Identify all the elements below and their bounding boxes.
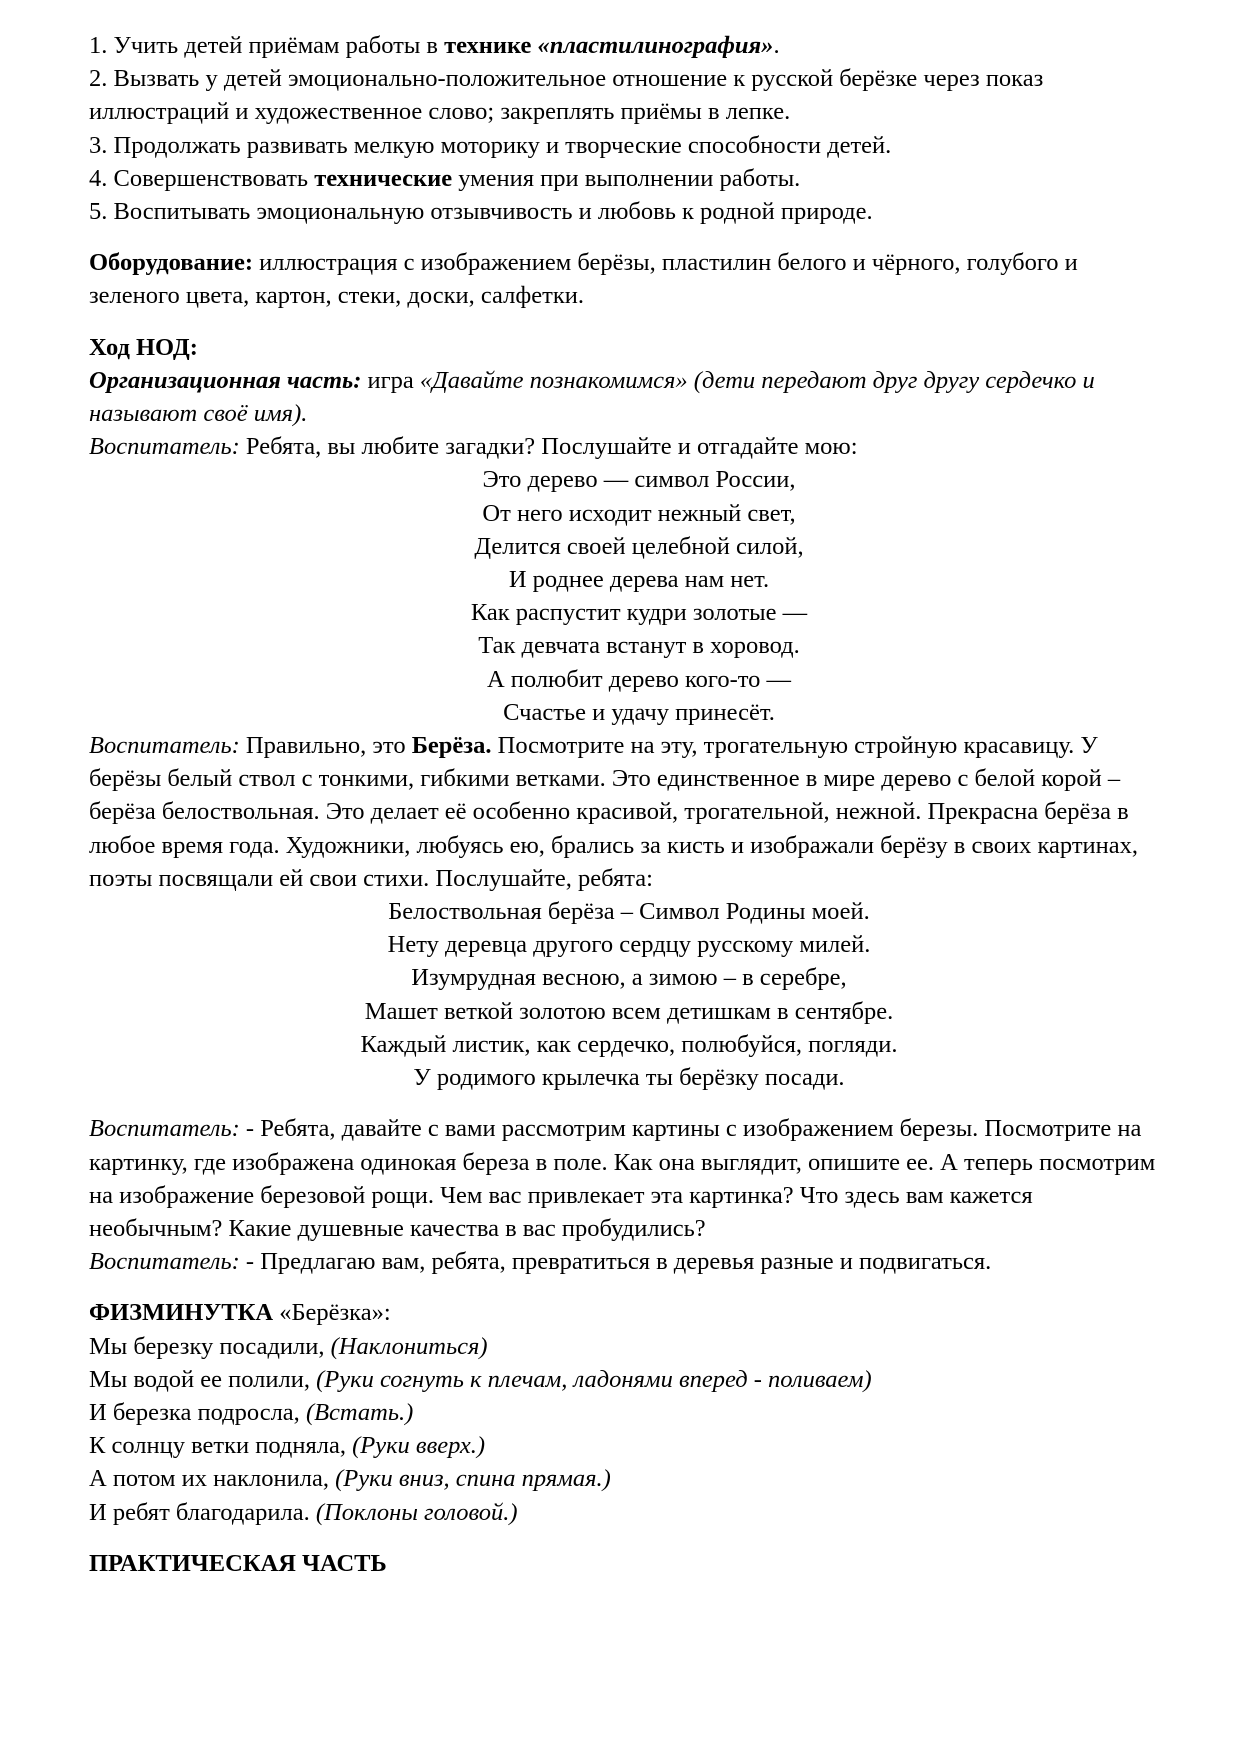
poem-line: Белоствольная берёза – Символ Родины моей.: [388, 898, 870, 926]
exercise-line: И березка подросла, (Встать.): [89, 1398, 414, 1426]
teacher-paragraph: Воспитатель: Правильно, это Берёза. Посмотрите на эту, трогательную стройную красавицу. У берёзы белый ствол с тонкими, гибкими ветками. Это единственное в мире дерево с белой корой – берёза белоствольная. Это делает её особенно красивой, трогательной, нежной. Прекрасна берёза в любое время года. Художники, любуясь ею, брались за кисть и изображали берёзу в своих картинах, поэты посвящали ей свои стихи. Послушайте, ребята:: [89, 732, 1139, 892]
teacher-label: Воспитатель:: [89, 1248, 240, 1276]
fizminutka-heading: ФИЗМИНУТКА «Берёзка»:: [89, 1299, 391, 1327]
poem-line: Делится своей целебной силой,: [474, 532, 804, 560]
teacher-label: Воспитатель:: [89, 732, 240, 760]
exercise-line: Мы березку посадили, (Наклониться): [89, 1332, 488, 1360]
fizminutka-lines: [89, 1330, 1169, 1529]
teacher-paragraph: Воспитатель: - Предлагаю вам, ребята, превратиться в деревья разные и подвигаться.: [89, 1248, 992, 1276]
teacher-label: Воспитатель:: [89, 433, 240, 461]
poem-line: Нету деревца другого сердцу русскому милей.: [387, 931, 871, 959]
goal-bold-italic: «пластилинография»: [537, 32, 774, 59]
goal-bold: технике: [444, 32, 532, 59]
poem-line: Машет веткой золотою всем детишкам в сентябре.: [364, 997, 894, 1025]
practical-heading: ПРАКТИЧЕСКАЯ ЧАСТЬ: [89, 1549, 387, 1577]
exercise-line: А потом их наклонила, (Руки вниз, спина прямая.): [89, 1465, 611, 1493]
equipment-paragraph: Оборудование: иллюстрация с изображением берёзы, пластилин белого и чёрного, голубого и зеленого цвета, картон, стеки, доски, салфетки.: [89, 249, 1078, 310]
course-heading: Ход НОД:: [89, 333, 198, 361]
goal-item: 1. Учить детей приёмам работы в технике «пластилинография».: [89, 32, 780, 59]
goal-item: 3. Продолжать развивать мелкую моторику и творческие способности детей.: [89, 131, 892, 159]
poem-line: Так девчата встанут в хоровод.: [478, 632, 800, 660]
document-page: [89, 29, 1169, 1580]
birch-poem: [89, 895, 1169, 1094]
poem-line: Каждый листик, как сердечко, полюбуйся, погляди.: [360, 1030, 898, 1058]
exercise-line: К солнцу ветки подняла, (Руки вверх.): [89, 1432, 485, 1460]
poem-line: Как распустит кудри золотые —: [470, 599, 808, 627]
poem-line: Изумрудная весною, а зимою – в серебре,: [411, 964, 847, 992]
poem-line: От него исходит нежный свет,: [482, 499, 796, 527]
exercise-line: Мы водой ее полили, (Руки согнуть к плечам, ладонями вперед - поливаем): [89, 1365, 872, 1393]
equipment-label: Оборудование:: [89, 249, 254, 277]
goal-item: 2. Вызвать у детей эмоционально-положительное отношение к русской берёзке через показ иллюстраций и художественное слово; закреплять приёмы в лепке.: [89, 65, 1044, 126]
teacher-paragraph: Воспитатель: - Ребята, давайте с вами рассмотрим картины с изображением березы. Посмотрите на картинку, где изображена одинокая береза в поле. Как она выглядит, опишите ее. А теперь посмотрим на изображение березовой рощи. Чем вас привлекает эта картинка? Что здесь вам кажется необычным? Какие душевные качества в вас пробудились?: [89, 1115, 1156, 1242]
goal-item: 5. Воспитывать эмоциональную отзывчивость и любовь к родной природе.: [89, 198, 873, 226]
goals-list: [89, 29, 1169, 228]
exercise-line: И ребят благодарила. (Поклоны головой.): [89, 1498, 518, 1526]
teacher-label: Воспитатель:: [89, 1115, 240, 1143]
teacher-line: Воспитатель: Ребята, вы любите загадки? Послушайте и отгадайте мою:: [89, 433, 858, 461]
poem-line: Счастье и удачу принесёт.: [503, 698, 775, 726]
riddle-poem: [89, 463, 1169, 729]
org-part-paragraph: Организационная часть: игра «Давайте познакомимся» (дети передают друг другу сердечко и называют своё имя).: [89, 366, 1095, 428]
org-part-label: Организационная часть:: [89, 366, 362, 394]
poem-line: Это дерево — символ России,: [482, 466, 796, 494]
poem-line: И роднее дерева нам нет.: [508, 566, 770, 594]
poem-line: У родимого крылечка ты берёзку посади.: [413, 1064, 845, 1092]
poem-line: А полюбит дерево кого-то —: [486, 665, 792, 693]
goal-item: 4. Совершенствовать технические умения при выполнении работы.: [89, 164, 801, 192]
